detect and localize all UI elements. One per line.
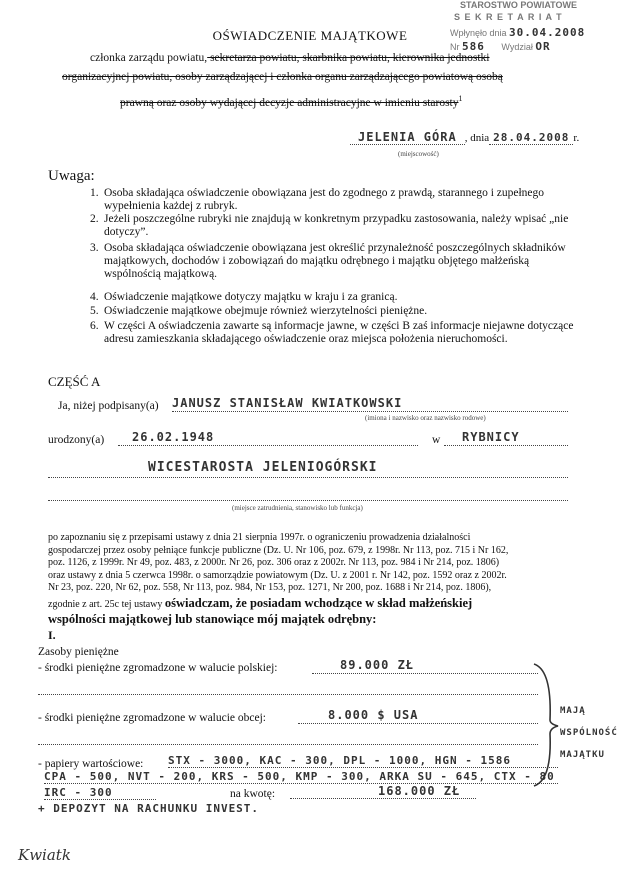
position-value: WICESTAROSTA JELENIOGÓRSKI: [48, 460, 568, 478]
legal-text: po zapoznaniu się z przepisami ustawy z dnia 21 sierpnia 1997r. o ograniczeniu prowadzenia działalności gospodarczej przez osoby pełniące funkcje publiczne (Dz. U. Nr 106, poz. 679, z 1998r. Nr 113, poz. 715 i Nr 162, poz. 1126, z 1999r. Nr 49, poz. 483, z 2000r. Nr 26, poz. 306 oraz z 2002r. Nr 113, poz. 984 i Nr 214, poz. 1806) oraz ustawy z dnia 5 czerwca 1998r. o samorządzie powiatowym (Dz. U. z 2001 r. Nr 142, poz. 1592 oraz z 2002r. Nr 23, poz. 220, Nr 62, poz. 558, Nr 113, poz. 984, Nr 153, poz. 1271, Nr 200, poz. 1688 i Nr 214, poz. 1806),: [48, 532, 509, 593]
position-extra-line: [48, 490, 568, 501]
foreign-value: 8.000 $ USA: [298, 708, 538, 724]
ja-label: Ja, niżej podpisany(a): [58, 400, 159, 412]
place-value: JELENIA GÓRA: [350, 130, 465, 145]
kwota-label: na kwotę:: [230, 788, 276, 800]
bracket-mark: [530, 660, 560, 790]
uwaga-item: 5. Oświadczenie majątkowe obejmuje również wierzytelności pieniężne.: [90, 305, 428, 317]
uwaga-heading: Uwaga:: [48, 168, 95, 184]
stamp-nr-value: 586: [462, 40, 485, 53]
subtitle-line3: prawną oraz osoby wydającej decyzje administracyjne w imieniu starosty$^1$: [120, 94, 463, 109]
foreign-label: - środki pieniężne zgromadzone w walucie obcej:: [38, 712, 266, 724]
stamp-wplynelo: Wpłynęło dnia 30.04.2008: [450, 26, 586, 39]
papiery-line3: IRC - 300: [44, 786, 156, 800]
papiery-line2: CPA - 500, NVT - 200, KRS - 500, KMP - 300, ARKA SU - 645, CTX - 80: [44, 770, 558, 784]
birth-date: 26.02.1948: [118, 430, 418, 446]
subtitle-line2: organizacyjnej powiatu, osoby zarządzającej i członka organu zarządzającego powiatową osobą: [62, 71, 503, 83]
uwaga-item: 4. Oświadczenie majątkowe dotyczy majątku w kraju i za granicą.: [90, 291, 398, 303]
urodzony-label: urodzony(a): [48, 434, 105, 446]
subtitle-line1: członka zarządu powiatu, sekretarza powiatu, skarbnika powiatu, kierownika jednostki: [90, 52, 490, 64]
kwota-value: 168.000 ZŁ: [290, 784, 476, 799]
stamp-line2: S E K R E T A R I A T: [454, 12, 563, 22]
side-note: MAJĄ WSPÓLNOŚĆ MAJĄTKU: [560, 706, 618, 760]
declaration-line2: wspólności majątkowej lub stanowiące mój majątek odrębny:: [48, 612, 377, 626]
foreign-extra-line: [38, 736, 538, 745]
name-caption: (imiona i nazwisko oraz nazwisko rodowe): [365, 414, 486, 422]
papiery-line1: STX - 3000, KAC - 300, DPL - 1000, HGN - 1586: [168, 754, 558, 768]
uwaga-item: 6. W części A oświadczenia zawarte są informacje jawne, w części B zaś informacje niejawne dotyczące adresu zamieszkania składającego oświadczenie oraz miejsca położenia nieruchomości.: [90, 320, 574, 345]
stamp-nr: Nr 586 Wydział OR: [450, 40, 551, 53]
papiery-label: - papiery wartościowe:: [38, 758, 144, 770]
stamp-wydzial-value: OR: [535, 40, 551, 53]
stamp-date: 30.04.2008: [509, 26, 586, 39]
stamp-line1: STAROSTWO POWIATOWE: [460, 0, 577, 10]
pln-value: 89.000 ZŁ: [312, 658, 538, 674]
uwaga-item: 3. Osoba składająca oświadczenie obowiązana jest określić przynależność poszczególnych składników majątkowych, dochodów i zobowiązań do majątku odrębnego i majątku objętego małżeńską wspólnością majątkową.: [90, 242, 566, 280]
pln-label: - środki pieniężne zgromadzone w walucie polskiej:: [38, 662, 278, 674]
w-label: w: [432, 434, 441, 446]
name-value: JANUSZ STANISŁAW KWIATKOWSKI: [172, 396, 568, 412]
section-I: I.: [48, 628, 56, 642]
czesc-a-heading: CZĘŚĆ A: [48, 374, 101, 389]
position-caption: (miejsce zatrudnienia, stanowisko lub funkcja): [232, 504, 363, 512]
uwaga-item: 2. Jeżeli poszczególne rubryki nie znajdują w konkretnym przypadku zastosowania, należy wpisać „nie dotyczy”.: [90, 213, 569, 238]
pln-extra-line: [38, 686, 538, 695]
zasoby-heading: Zasoby pieniężne: [38, 646, 119, 658]
declaration-line1: zgodnie z art. 25c tej ustawy oświadczam, że posiadam wchodzące w skład małżeńskiej: [48, 596, 473, 610]
place-caption: (miejscowość): [398, 150, 439, 158]
document-title: OŚWIADCZENIE MAJĄTKOWE: [212, 28, 408, 43]
date-value: 28.04.2008: [489, 131, 573, 145]
place-date: JELENIA GÓRA , dnia 28.04.2008 r.: [350, 130, 579, 144]
uwaga-item: 1. Osoba składająca oświadczenie obowiązana jest do zgodnego z prawdą, starannego i zupełnego wypełnienia każdej z rubryk.: [90, 187, 545, 212]
signature: Kwiatk: [18, 846, 71, 864]
birth-place: RYBNICY: [444, 430, 568, 446]
deposit-note: + DEPOZYT NA RACHUNKU INVEST.: [38, 802, 260, 815]
